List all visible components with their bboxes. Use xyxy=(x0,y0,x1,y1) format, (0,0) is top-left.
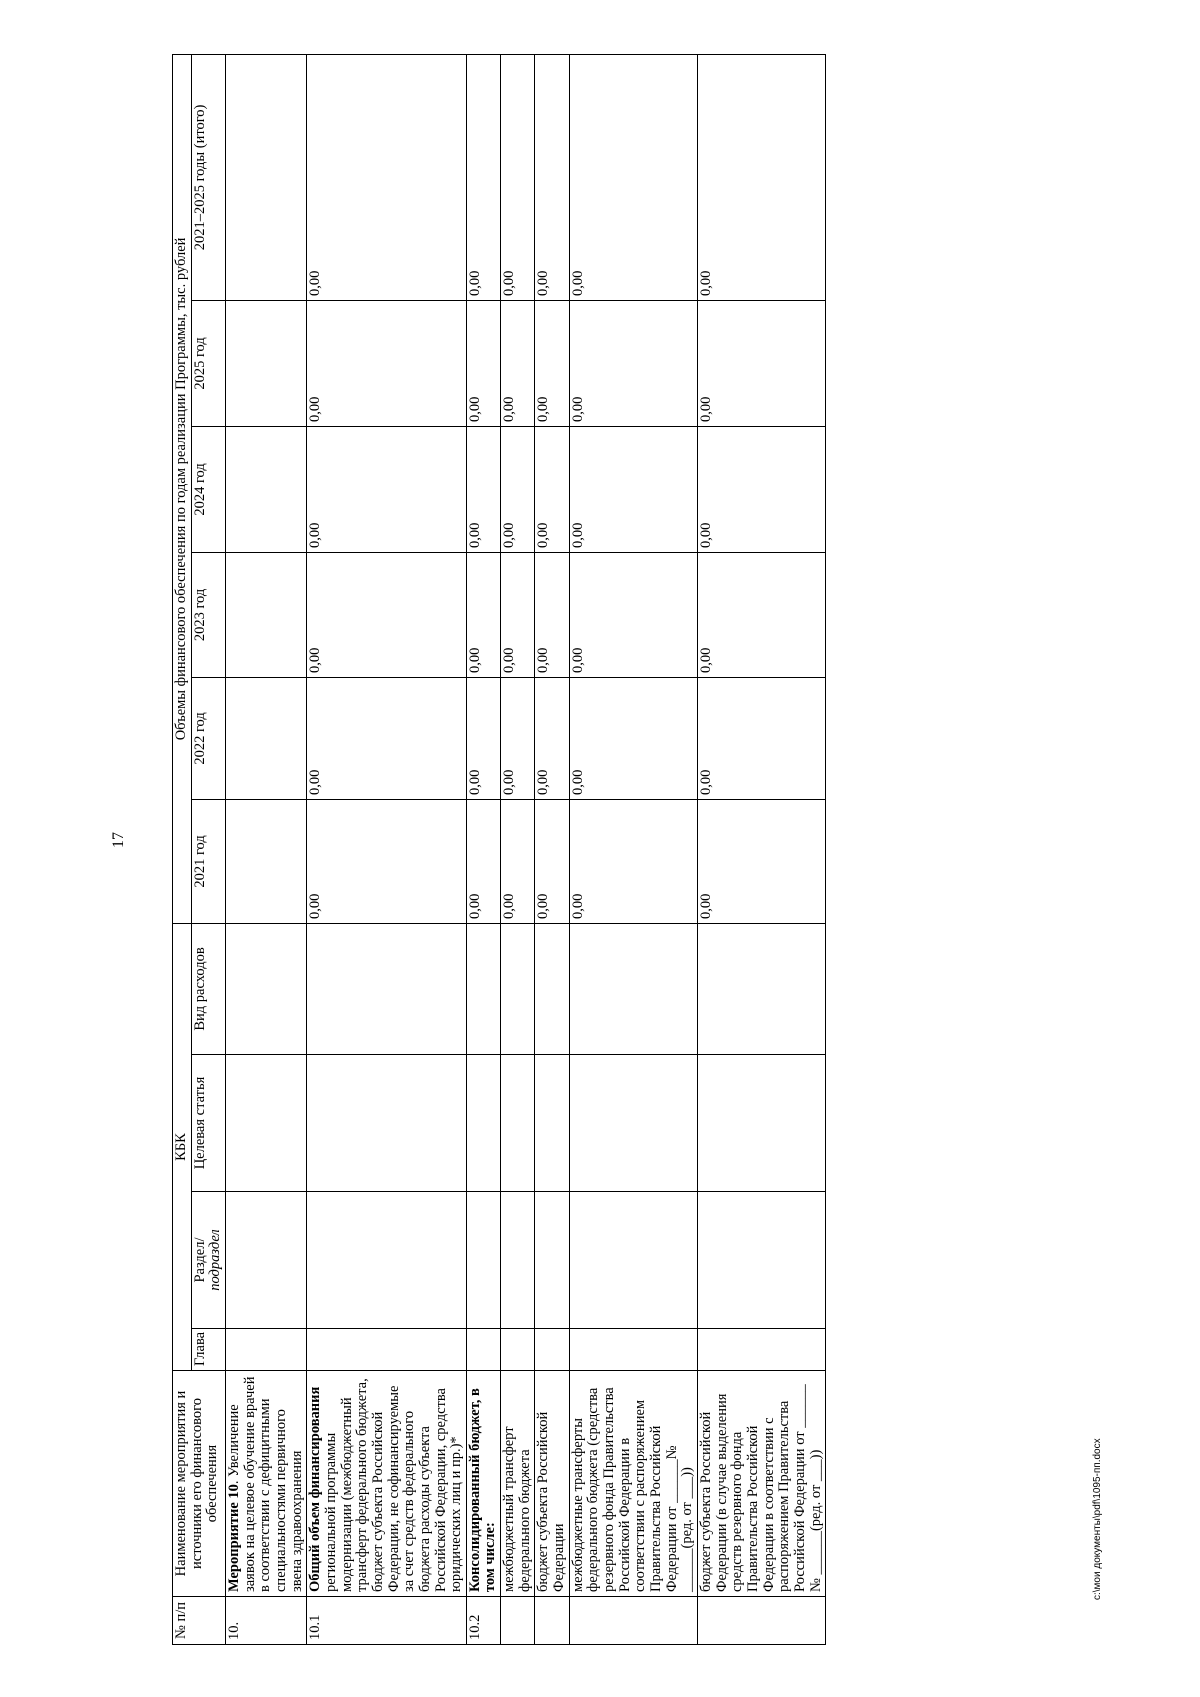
kbk-cell xyxy=(307,1055,467,1192)
header-2022: 2022 год xyxy=(191,677,225,799)
value-cell: 0,00 xyxy=(501,300,535,426)
value-cell: 0,00 xyxy=(501,552,535,677)
row-name xyxy=(569,1371,697,1597)
value-cell: 0,00 xyxy=(535,54,569,300)
value-cell: 0,00 xyxy=(698,54,826,300)
header-col-num: № п/п xyxy=(173,1597,226,1645)
kbk-cell xyxy=(225,1329,306,1371)
header-razdel-a: Раздел/ xyxy=(191,1237,208,1283)
kbk-cell xyxy=(466,1055,500,1192)
row-number xyxy=(569,1597,697,1645)
row-number: 10.2 xyxy=(466,1597,500,1645)
header-kbk: КБК xyxy=(173,923,192,1370)
kbk-cell xyxy=(535,1055,569,1192)
kbk-cell xyxy=(569,1192,697,1329)
value-cell: 0,00 xyxy=(466,677,500,799)
kbk-cell xyxy=(698,1329,826,1371)
kbk-cell xyxy=(501,1192,535,1329)
kbk-cell xyxy=(466,1192,500,1329)
value-cell xyxy=(225,426,306,552)
value-cell: 0,00 xyxy=(307,300,467,426)
value-cell: 0,00 xyxy=(535,677,569,799)
table-row xyxy=(501,54,535,1644)
table-row xyxy=(307,54,467,1644)
row-name-bold: Консолидированный бюджет, в том числе: xyxy=(466,1388,499,1592)
row-name-text: межбюджетные трансферты федерального бюджета (средства резервного фонда Правительства Российской Федерации в соответствии с распоряжением Правительства Российской Федерации от ______№ ______(ред. от ___)) xyxy=(569,1387,696,1592)
kbk-cell xyxy=(501,1329,535,1371)
kbk-cell xyxy=(698,1055,826,1192)
value-cell: 0,00 xyxy=(466,426,500,552)
header-vid: Вид расходов xyxy=(191,923,225,1054)
row-name-text: бюджет субъекта Российской Федерации xyxy=(535,1411,568,1592)
row-name xyxy=(501,1371,535,1597)
value-cell: 0,00 xyxy=(698,677,826,799)
kbk-cell xyxy=(466,1329,500,1371)
value-cell: 0,00 xyxy=(307,426,467,552)
kbk-cell xyxy=(698,1192,826,1329)
table-row xyxy=(698,54,826,1644)
value-cell: 0,00 xyxy=(307,54,467,300)
value-cell: 0,00 xyxy=(698,300,826,426)
value-cell: 0,00 xyxy=(466,300,500,426)
kbk-cell xyxy=(535,923,569,1054)
row-name xyxy=(698,1371,826,1597)
value-cell: 0,00 xyxy=(569,54,697,300)
value-cell: 0,00 xyxy=(466,799,500,923)
header-2021: 2021 год xyxy=(191,799,225,923)
row-name xyxy=(307,1371,467,1597)
header-2024: 2024 год xyxy=(191,426,225,552)
header-volumes: Объемы финансового обеспечения по годам реализации Программы, тыс. рублей xyxy=(173,54,192,923)
value-cell: 0,00 xyxy=(307,799,467,923)
value-cell: 0,00 xyxy=(698,799,826,923)
row-number: 10. xyxy=(225,1597,306,1645)
value-cell: 0,00 xyxy=(466,54,500,300)
value-cell xyxy=(225,552,306,677)
header-2025: 2025 год xyxy=(191,300,225,426)
value-cell: 0,00 xyxy=(466,552,500,677)
page-number: 17 xyxy=(110,832,127,848)
value-cell: 0,00 xyxy=(501,54,535,300)
row-number: 10.1 xyxy=(307,1597,467,1645)
header-razdel xyxy=(191,1192,225,1329)
financing-table xyxy=(172,54,826,1645)
kbk-cell xyxy=(225,1192,306,1329)
header-glava: Глава xyxy=(191,1329,225,1371)
value-cell: 0,00 xyxy=(535,300,569,426)
kbk-cell xyxy=(569,923,697,1054)
row-number xyxy=(535,1597,569,1645)
value-cell: 0,00 xyxy=(569,552,697,677)
table-row xyxy=(569,54,697,1644)
row-name-bold: Общий объем финансирования xyxy=(307,1386,324,1592)
value-cell xyxy=(225,300,306,426)
table-body xyxy=(225,54,825,1644)
value-cell: 0,00 xyxy=(569,799,697,923)
value-cell: 0,00 xyxy=(501,799,535,923)
row-name-text: региональной программы модернизации (межбюджетный трансферт федерального бюджета, бюджет субъекта Российской Федерации, не софинансируемые за счет средств федерального бюджета расходы субъекта Российской Федерации, средства юридических лиц и пр.)* xyxy=(322,1378,465,1592)
value-cell xyxy=(225,799,306,923)
table-row xyxy=(225,54,306,1644)
row-name xyxy=(225,1371,306,1597)
value-cell: 0,00 xyxy=(307,677,467,799)
table-row xyxy=(466,54,500,1644)
row-name-bold: Мероприятие 10 xyxy=(225,1484,242,1592)
kbk-cell xyxy=(307,923,467,1054)
value-cell: 0,00 xyxy=(307,552,467,677)
value-cell xyxy=(225,677,306,799)
kbk-cell xyxy=(535,1329,569,1371)
row-name-text: бюджет субъекта Российской Федерации (в случае выделения средств резервного фонда Правительства Российской Федерации в соответствии с распоряжением Правительства Российской Федерации от ______ № ______(ред. от ___)) xyxy=(698,1384,824,1592)
value-cell: 0,00 xyxy=(569,300,697,426)
value-cell: 0,00 xyxy=(698,552,826,677)
kbk-cell xyxy=(569,1055,697,1192)
header-celevaya: Целевая статья xyxy=(191,1055,225,1192)
row-name-text: межбюджетный трансферт федерального бюджета xyxy=(501,1426,533,1592)
row-name xyxy=(466,1371,500,1597)
value-cell: 0,00 xyxy=(569,426,697,552)
header-2023: 2023 год xyxy=(191,552,225,677)
value-cell xyxy=(225,54,306,300)
value-cell: 0,00 xyxy=(535,552,569,677)
kbk-cell xyxy=(501,923,535,1054)
value-cell: 0,00 xyxy=(501,426,535,552)
footer-file-path: c:\мои документы\pdf\1095-пп.docx xyxy=(1092,1438,1103,1600)
header-col-name: Наименование мероприятия и источники его финансового обеспечения xyxy=(173,1371,226,1597)
row-name-text: . Увеличение заявок на целевое обучение врачей в соответствии с дефицитными специальностями первичного звена здравоохранения xyxy=(225,1376,305,1592)
header-razdel-b: подраздел xyxy=(207,1229,224,1291)
row-number xyxy=(698,1597,826,1645)
value-cell: 0,00 xyxy=(698,426,826,552)
kbk-cell xyxy=(466,923,500,1054)
value-cell: 0,00 xyxy=(501,677,535,799)
kbk-cell xyxy=(569,1329,697,1371)
kbk-cell xyxy=(225,1055,306,1192)
kbk-cell xyxy=(698,923,826,1054)
value-cell: 0,00 xyxy=(569,677,697,799)
value-cell: 0,00 xyxy=(535,799,569,923)
kbk-cell xyxy=(501,1055,535,1192)
kbk-cell xyxy=(535,1192,569,1329)
kbk-cell xyxy=(307,1329,467,1371)
table-row xyxy=(535,54,569,1644)
kbk-cell xyxy=(307,1192,467,1329)
row-name xyxy=(535,1371,569,1597)
row-number xyxy=(501,1597,535,1645)
header-total: 2021–2025 годы (итого) xyxy=(191,54,225,300)
value-cell: 0,00 xyxy=(535,426,569,552)
rotated-table-container xyxy=(172,55,1032,1645)
kbk-cell xyxy=(225,923,306,1054)
